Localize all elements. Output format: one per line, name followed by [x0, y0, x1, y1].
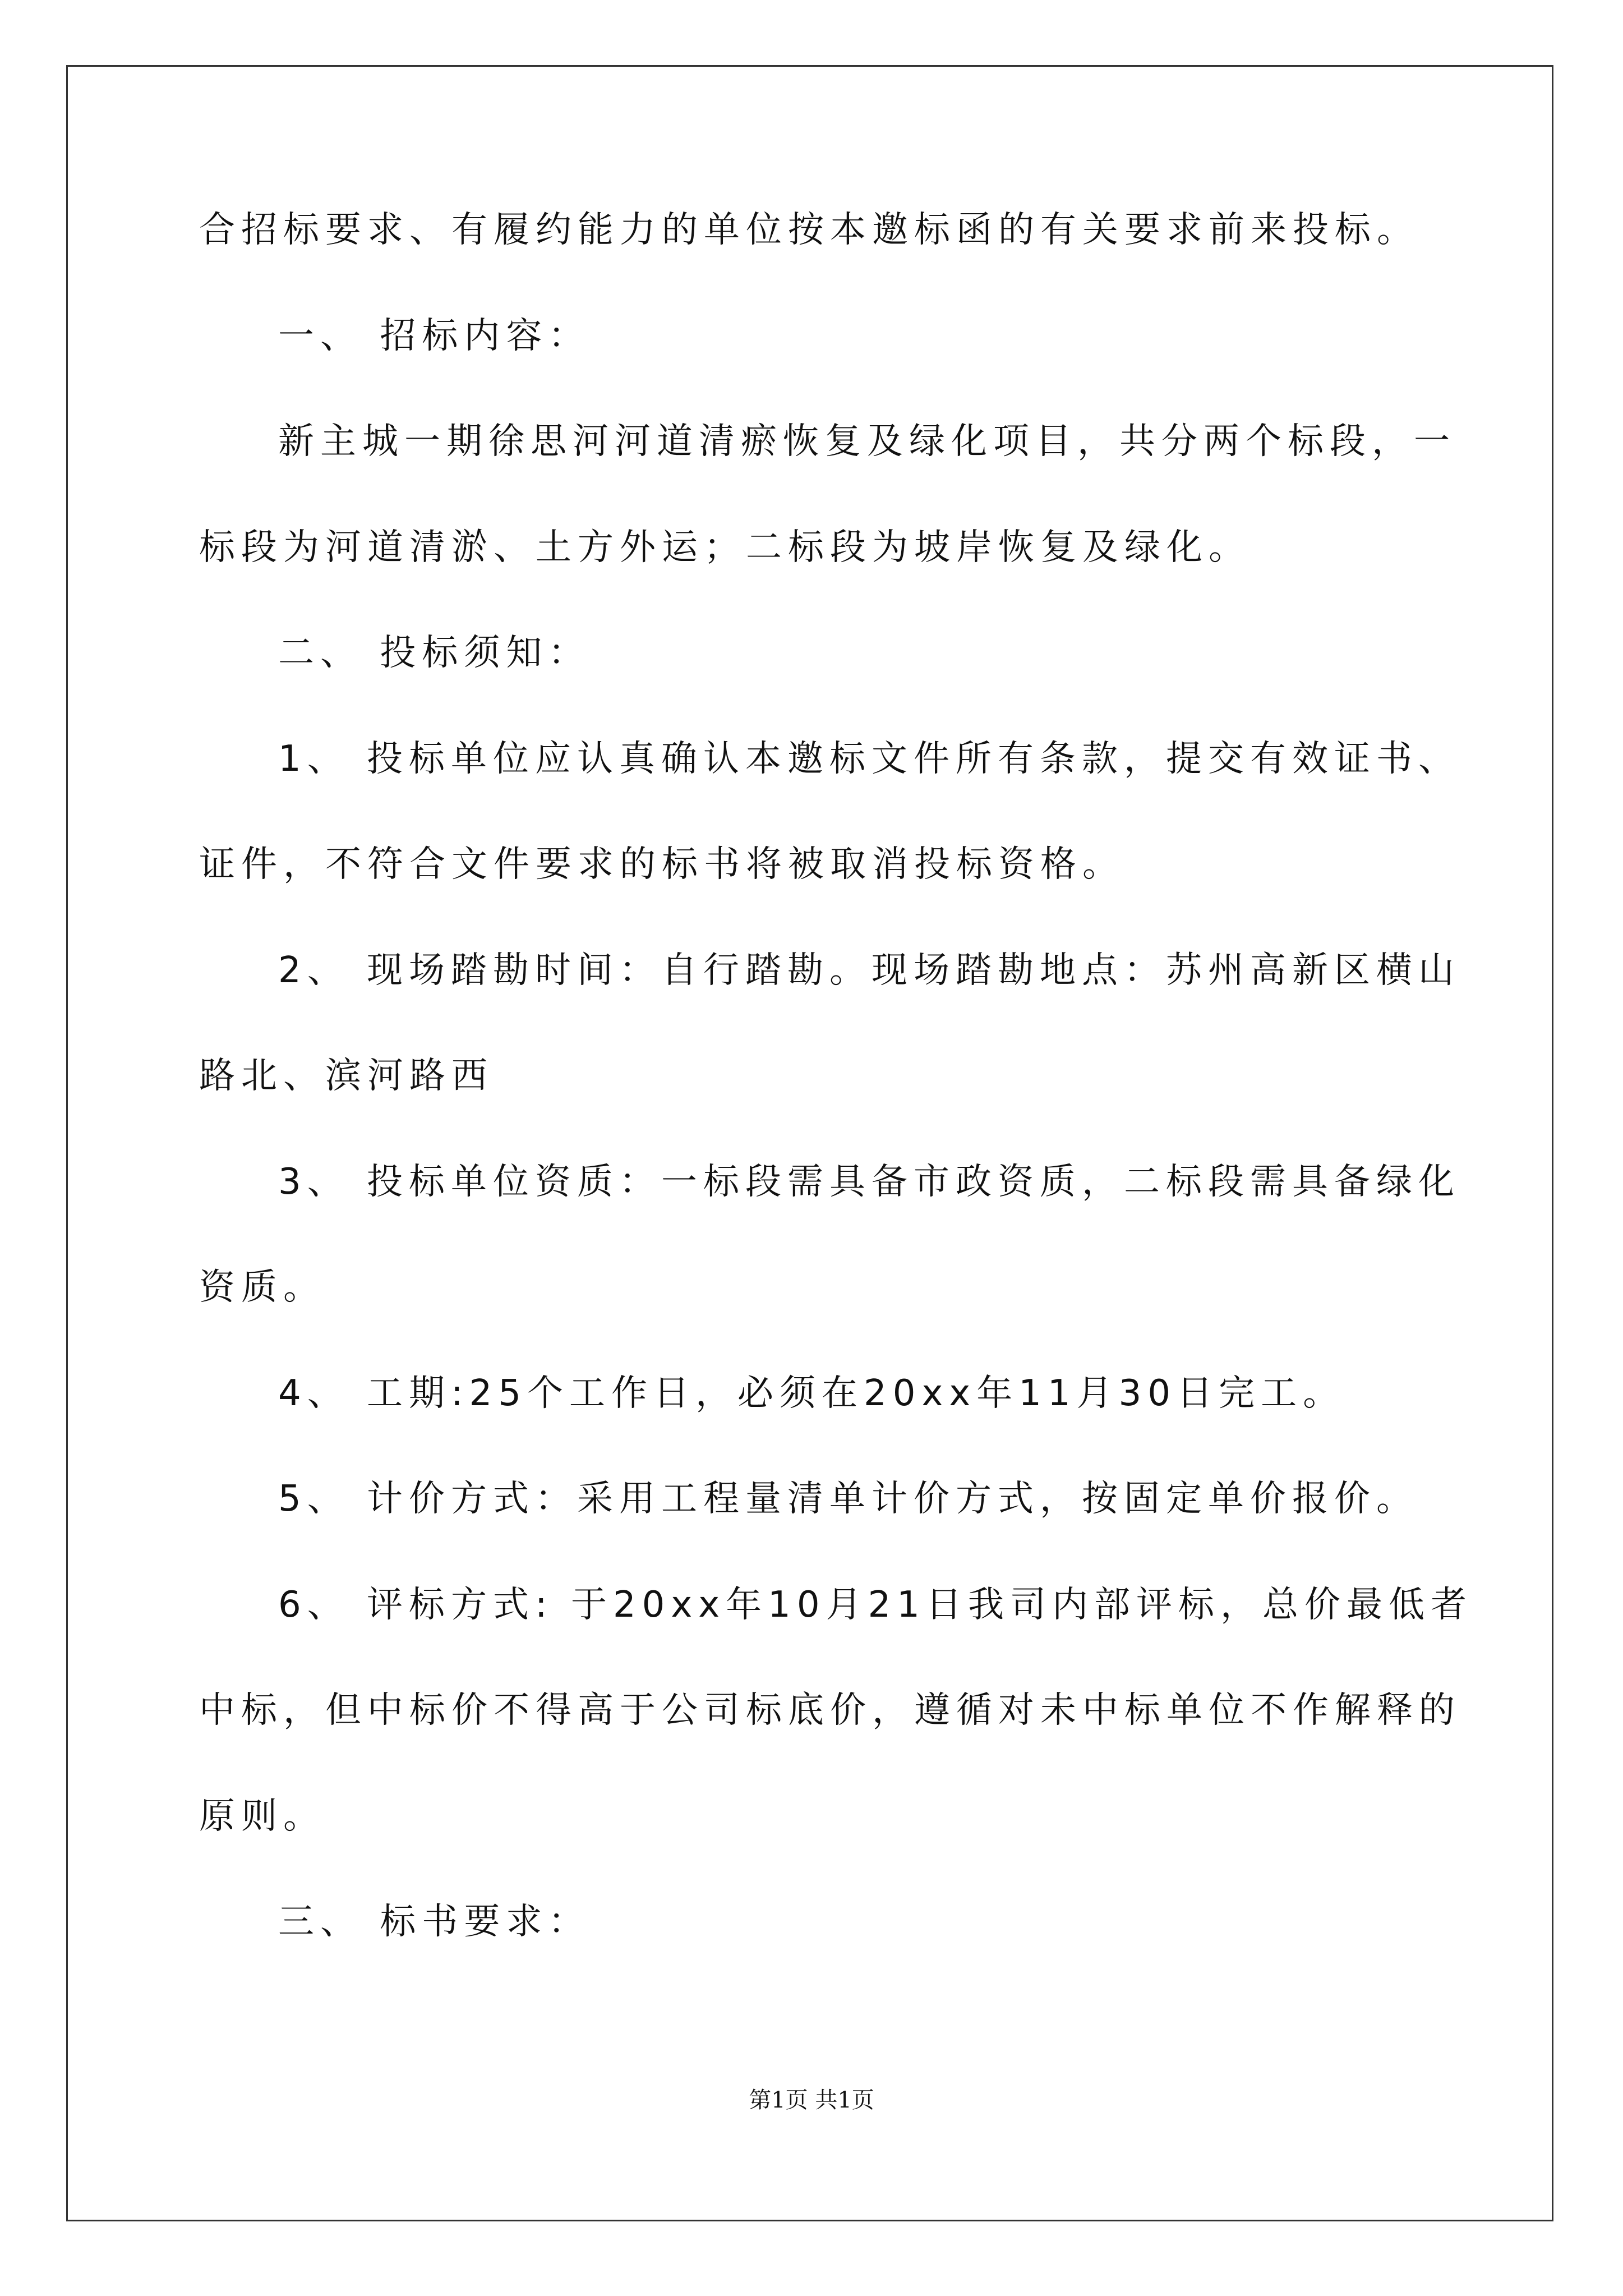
list-item-4: 4、 工期:25个工作日，必须在20xx年11月30日完工。: [278, 1373, 1345, 1414]
paragraph-line: 原则。: [199, 1796, 325, 1837]
section-heading-3: 三、 标书要求：: [278, 1901, 591, 1943]
list-item-2: 2、 现场踏勘时间：自行踏勘。现场踏勘地点：苏州高新区横山: [278, 950, 1461, 991]
paragraph-line: 资质。: [199, 1267, 325, 1308]
paragraph-line: 合招标要求、有履约能力的单位按本邀标函的有关要求前来投标。: [199, 209, 1419, 251]
paragraph-line: 新主城一期徐思河河道清瘀恢复及绿化项目，共分两个标段，一: [278, 421, 1456, 462]
page-footer: 第1页 共1页: [749, 2087, 874, 2113]
paragraph-line: 路北、滨河路西: [199, 1055, 494, 1097]
section-heading-1: 一、 招标内容：: [278, 315, 591, 357]
paragraph-line: 标段为河道清淤、土方外运；二标段为坡岸恢复及绿化。: [199, 527, 1251, 568]
list-item-1: 1、 投标单位应认真确认本邀标文件所有条款，提交有效证书、: [278, 738, 1461, 780]
paragraph-line: 中标，但中标价不得高于公司标底价，遵循对未中标单位不作解释的: [199, 1690, 1461, 1731]
section-heading-2: 二、 投标须知：: [278, 632, 591, 674]
list-item-5: 5、 计价方式：采用工程量清单计价方式，按固定单价报价。: [278, 1478, 1419, 1520]
list-item-3: 3、 投标单位资质：一标段需具备市政资质，二标段需具备绿化: [278, 1161, 1461, 1203]
list-item-6: 6、 评标方式: 于20xx年10月21日我司内部评标，总价最低者: [278, 1584, 1473, 1626]
paragraph-line: 证件，不符合文件要求的标书将被取消投标资格。: [199, 844, 1124, 885]
